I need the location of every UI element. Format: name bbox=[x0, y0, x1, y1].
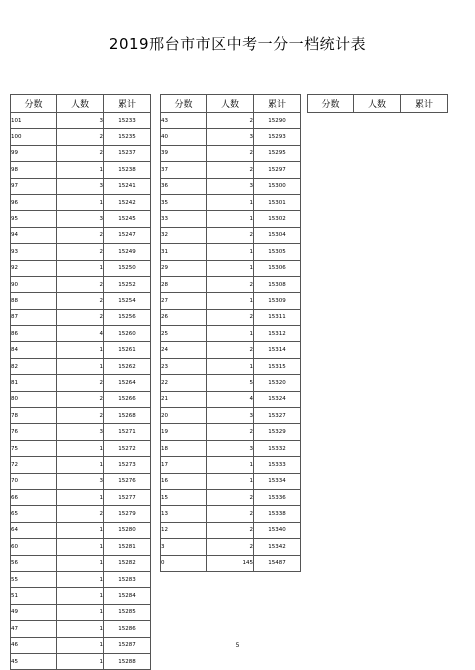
cumulative-cell: 15314 bbox=[254, 342, 301, 358]
table-row bbox=[161, 506, 301, 522]
score-cell: 27 bbox=[161, 293, 207, 309]
cumulative-cell: 15254 bbox=[104, 293, 151, 309]
table-row bbox=[161, 440, 301, 456]
table-row bbox=[161, 555, 301, 571]
score-cell: 46 bbox=[11, 637, 57, 653]
cumulative-cell: 15249 bbox=[104, 244, 151, 260]
count-cell: 2 bbox=[57, 276, 104, 292]
table-row bbox=[161, 162, 301, 178]
score-cell: 81 bbox=[11, 375, 57, 391]
table-row bbox=[11, 473, 151, 489]
table-row bbox=[161, 489, 301, 505]
page-number: 5 bbox=[235, 642, 240, 649]
cumulative-cell: 15242 bbox=[104, 194, 151, 210]
cumulative-cell: 15241 bbox=[104, 178, 151, 194]
cumulative-cell: 15288 bbox=[104, 653, 151, 669]
score-cell: 12 bbox=[161, 522, 207, 538]
count-cell: 1 bbox=[207, 473, 254, 489]
count-cell: 145 bbox=[207, 555, 254, 571]
score-cell: 24 bbox=[161, 342, 207, 358]
cumulative-cell: 15237 bbox=[104, 145, 151, 161]
cumulative-cell: 15338 bbox=[254, 506, 301, 522]
count-cell: 3 bbox=[57, 178, 104, 194]
header-score: 分数 bbox=[11, 95, 57, 113]
score-cell: 70 bbox=[11, 473, 57, 489]
count-cell: 2 bbox=[57, 129, 104, 145]
cumulative-cell: 15264 bbox=[104, 375, 151, 391]
cumulative-cell: 15333 bbox=[254, 457, 301, 473]
table-row bbox=[161, 375, 301, 391]
table-row bbox=[11, 194, 151, 210]
count-cell: 1 bbox=[207, 211, 254, 227]
count-cell: 3 bbox=[207, 440, 254, 456]
cumulative-cell: 15308 bbox=[254, 276, 301, 292]
table-row bbox=[161, 342, 301, 358]
table-row bbox=[11, 506, 151, 522]
table-row bbox=[11, 129, 151, 145]
count-cell: 1 bbox=[57, 162, 104, 178]
score-cell: 39 bbox=[161, 145, 207, 161]
score-cell: 86 bbox=[11, 326, 57, 342]
count-cell: 2 bbox=[57, 375, 104, 391]
count-cell: 1 bbox=[57, 260, 104, 276]
cumulative-cell: 15281 bbox=[104, 539, 151, 555]
table-row bbox=[161, 457, 301, 473]
score-cell: 82 bbox=[11, 358, 57, 374]
count-cell: 2 bbox=[57, 145, 104, 161]
count-cell: 1 bbox=[207, 293, 254, 309]
score-cell: 0 bbox=[161, 555, 207, 571]
count-cell: 2 bbox=[207, 227, 254, 243]
count-cell: 1 bbox=[57, 342, 104, 358]
cumulative-cell: 15320 bbox=[254, 375, 301, 391]
table-header-row bbox=[308, 95, 448, 113]
score-cell: 66 bbox=[11, 489, 57, 505]
table-row bbox=[11, 326, 151, 342]
table-row bbox=[161, 145, 301, 161]
cumulative-cell: 15302 bbox=[254, 211, 301, 227]
count-cell: 2 bbox=[207, 489, 254, 505]
count-cell: 1 bbox=[57, 571, 104, 587]
count-cell: 3 bbox=[57, 211, 104, 227]
table-row bbox=[11, 162, 151, 178]
count-cell: 1 bbox=[57, 637, 104, 653]
score-cell: 18 bbox=[161, 440, 207, 456]
header-cumulative: 累计 bbox=[104, 95, 151, 113]
cumulative-cell: 15487 bbox=[254, 555, 301, 571]
score-cell: 31 bbox=[161, 244, 207, 260]
count-cell: 1 bbox=[57, 621, 104, 637]
count-cell: 1 bbox=[57, 588, 104, 604]
score-cell: 75 bbox=[11, 440, 57, 456]
header-cumulative: 累计 bbox=[401, 95, 448, 113]
count-cell: 1 bbox=[57, 194, 104, 210]
cumulative-cell: 15301 bbox=[254, 194, 301, 210]
table-row bbox=[11, 113, 151, 129]
table-row bbox=[161, 326, 301, 342]
score-cell: 98 bbox=[11, 162, 57, 178]
cumulative-cell: 15252 bbox=[104, 276, 151, 292]
score-cell: 20 bbox=[161, 408, 207, 424]
count-cell: 1 bbox=[207, 457, 254, 473]
table-row bbox=[11, 621, 151, 637]
score-cell: 51 bbox=[11, 588, 57, 604]
table-row bbox=[11, 457, 151, 473]
count-cell: 1 bbox=[57, 555, 104, 571]
cumulative-cell: 15286 bbox=[104, 621, 151, 637]
header-count: 人数 bbox=[57, 95, 104, 113]
score-cell: 55 bbox=[11, 571, 57, 587]
table-row bbox=[11, 489, 151, 505]
score-cell: 43 bbox=[161, 113, 207, 129]
score-cell: 97 bbox=[11, 178, 57, 194]
table-header-row bbox=[161, 95, 301, 113]
cumulative-cell: 15247 bbox=[104, 227, 151, 243]
table-row bbox=[161, 276, 301, 292]
cumulative-cell: 15283 bbox=[104, 571, 151, 587]
count-cell: 3 bbox=[57, 113, 104, 129]
score-cell: 33 bbox=[161, 211, 207, 227]
table-row bbox=[11, 227, 151, 243]
cumulative-cell: 15311 bbox=[254, 309, 301, 325]
score-cell: 26 bbox=[161, 309, 207, 325]
cumulative-cell: 15277 bbox=[104, 489, 151, 505]
table-row bbox=[161, 309, 301, 325]
count-cell: 2 bbox=[57, 309, 104, 325]
table-row bbox=[11, 211, 151, 227]
cumulative-cell: 15238 bbox=[104, 162, 151, 178]
count-cell: 3 bbox=[207, 129, 254, 145]
count-cell: 2 bbox=[207, 162, 254, 178]
cumulative-cell: 15250 bbox=[104, 260, 151, 276]
cumulative-cell: 15324 bbox=[254, 391, 301, 407]
score-cell: 96 bbox=[11, 194, 57, 210]
cumulative-cell: 15312 bbox=[254, 326, 301, 342]
cumulative-cell: 15256 bbox=[104, 309, 151, 325]
count-cell: 2 bbox=[207, 522, 254, 538]
table-row bbox=[161, 244, 301, 260]
score-cell: 21 bbox=[161, 391, 207, 407]
count-cell: 2 bbox=[57, 408, 104, 424]
score-cell: 22 bbox=[161, 375, 207, 391]
cumulative-cell: 15306 bbox=[254, 260, 301, 276]
count-cell: 1 bbox=[207, 244, 254, 260]
cumulative-cell: 15280 bbox=[104, 522, 151, 538]
table-row bbox=[161, 358, 301, 374]
header-count: 人数 bbox=[207, 95, 254, 113]
table-row bbox=[11, 178, 151, 194]
count-cell: 3 bbox=[57, 473, 104, 489]
table-row bbox=[161, 227, 301, 243]
score-cell: 56 bbox=[11, 555, 57, 571]
cumulative-cell: 15266 bbox=[104, 391, 151, 407]
count-cell: 1 bbox=[57, 489, 104, 505]
table-row bbox=[161, 391, 301, 407]
cumulative-cell: 15276 bbox=[104, 473, 151, 489]
score-cell: 29 bbox=[161, 260, 207, 276]
score-cell: 37 bbox=[161, 162, 207, 178]
count-cell: 2 bbox=[207, 276, 254, 292]
score-cell: 93 bbox=[11, 244, 57, 260]
cumulative-cell: 15284 bbox=[104, 588, 151, 604]
cumulative-cell: 15300 bbox=[254, 178, 301, 194]
table-row bbox=[11, 358, 151, 374]
table-row bbox=[161, 522, 301, 538]
cumulative-cell: 15245 bbox=[104, 211, 151, 227]
table-row bbox=[11, 276, 151, 292]
table-row bbox=[11, 604, 151, 620]
table-row bbox=[161, 113, 301, 129]
header-score: 分数 bbox=[308, 95, 354, 113]
table-row bbox=[11, 260, 151, 276]
count-cell: 2 bbox=[57, 244, 104, 260]
score-table-2 bbox=[160, 94, 301, 572]
table-row bbox=[11, 342, 151, 358]
table-row bbox=[11, 424, 151, 440]
cumulative-cell: 15272 bbox=[104, 440, 151, 456]
score-cell: 94 bbox=[11, 227, 57, 243]
cumulative-cell: 15271 bbox=[104, 424, 151, 440]
cumulative-cell: 15262 bbox=[104, 358, 151, 374]
count-cell: 1 bbox=[57, 539, 104, 555]
cumulative-cell: 15293 bbox=[254, 129, 301, 145]
cumulative-cell: 15273 bbox=[104, 457, 151, 473]
score-cell: 17 bbox=[161, 457, 207, 473]
count-cell: 1 bbox=[207, 326, 254, 342]
cumulative-cell: 15342 bbox=[254, 539, 301, 555]
count-cell: 1 bbox=[57, 358, 104, 374]
score-cell: 92 bbox=[11, 260, 57, 276]
count-cell: 2 bbox=[207, 145, 254, 161]
count-cell: 2 bbox=[207, 342, 254, 358]
count-cell: 2 bbox=[207, 506, 254, 522]
count-cell: 2 bbox=[57, 227, 104, 243]
score-cell: 28 bbox=[161, 276, 207, 292]
score-cell: 95 bbox=[11, 211, 57, 227]
score-cell: 80 bbox=[11, 391, 57, 407]
cumulative-cell: 15332 bbox=[254, 440, 301, 456]
table-row bbox=[11, 375, 151, 391]
cumulative-cell: 15340 bbox=[254, 522, 301, 538]
score-cell: 35 bbox=[161, 194, 207, 210]
cumulative-cell: 15297 bbox=[254, 162, 301, 178]
score-table-1 bbox=[10, 94, 151, 670]
cumulative-cell: 15285 bbox=[104, 604, 151, 620]
count-cell: 4 bbox=[57, 326, 104, 342]
table-row bbox=[11, 244, 151, 260]
cumulative-cell: 15336 bbox=[254, 489, 301, 505]
score-cell: 36 bbox=[161, 178, 207, 194]
score-cell: 90 bbox=[11, 276, 57, 292]
count-cell: 1 bbox=[207, 260, 254, 276]
count-cell: 2 bbox=[207, 113, 254, 129]
cumulative-cell: 15261 bbox=[104, 342, 151, 358]
table-row bbox=[161, 178, 301, 194]
count-cell: 2 bbox=[57, 391, 104, 407]
count-cell: 1 bbox=[57, 457, 104, 473]
count-cell: 2 bbox=[57, 293, 104, 309]
count-cell: 2 bbox=[57, 506, 104, 522]
cumulative-cell: 15260 bbox=[104, 326, 151, 342]
table-row bbox=[161, 408, 301, 424]
table-row bbox=[161, 539, 301, 555]
cumulative-cell: 15329 bbox=[254, 424, 301, 440]
table-row bbox=[11, 522, 151, 538]
score-cell: 23 bbox=[161, 358, 207, 374]
table-row bbox=[11, 391, 151, 407]
score-cell: 19 bbox=[161, 424, 207, 440]
table-row bbox=[11, 588, 151, 604]
table-row bbox=[11, 145, 151, 161]
table-row bbox=[161, 293, 301, 309]
header-count: 人数 bbox=[354, 95, 401, 113]
score-cell: 65 bbox=[11, 506, 57, 522]
table-row bbox=[161, 129, 301, 145]
score-cell: 3 bbox=[161, 539, 207, 555]
score-cell: 100 bbox=[11, 129, 57, 145]
score-cell: 99 bbox=[11, 145, 57, 161]
score-cell: 101 bbox=[11, 113, 57, 129]
table-header-row bbox=[11, 95, 151, 113]
score-cell: 87 bbox=[11, 309, 57, 325]
table-row bbox=[11, 571, 151, 587]
score-cell: 15 bbox=[161, 489, 207, 505]
cumulative-cell: 15327 bbox=[254, 408, 301, 424]
count-cell: 1 bbox=[57, 653, 104, 669]
score-cell: 32 bbox=[161, 227, 207, 243]
table-row bbox=[11, 309, 151, 325]
count-cell: 3 bbox=[207, 408, 254, 424]
count-cell: 3 bbox=[207, 178, 254, 194]
count-cell: 1 bbox=[207, 358, 254, 374]
score-cell: 16 bbox=[161, 473, 207, 489]
table-row bbox=[11, 408, 151, 424]
score-cell: 13 bbox=[161, 506, 207, 522]
table-row bbox=[11, 539, 151, 555]
score-cell: 40 bbox=[161, 129, 207, 145]
page-title: 2019邢台市市区中考一分一档统计表 bbox=[108, 35, 367, 53]
cumulative-cell: 15282 bbox=[104, 555, 151, 571]
cumulative-cell: 15304 bbox=[254, 227, 301, 243]
count-cell: 2 bbox=[207, 309, 254, 325]
cumulative-cell: 15233 bbox=[104, 113, 151, 129]
count-cell: 2 bbox=[207, 539, 254, 555]
score-cell: 60 bbox=[11, 539, 57, 555]
cumulative-cell: 15334 bbox=[254, 473, 301, 489]
cumulative-cell: 15287 bbox=[104, 637, 151, 653]
table-row bbox=[11, 555, 151, 571]
score-cell: 84 bbox=[11, 342, 57, 358]
count-cell: 1 bbox=[57, 604, 104, 620]
header-score: 分数 bbox=[161, 95, 207, 113]
cumulative-cell: 15309 bbox=[254, 293, 301, 309]
table-row bbox=[161, 194, 301, 210]
table-row bbox=[11, 440, 151, 456]
table-row bbox=[161, 424, 301, 440]
count-cell: 1 bbox=[57, 440, 104, 456]
count-cell: 1 bbox=[207, 194, 254, 210]
table-row bbox=[161, 260, 301, 276]
score-cell: 76 bbox=[11, 424, 57, 440]
score-cell: 45 bbox=[11, 653, 57, 669]
score-cell: 72 bbox=[11, 457, 57, 473]
score-cell: 88 bbox=[11, 293, 57, 309]
count-cell: 1 bbox=[57, 522, 104, 538]
count-cell: 5 bbox=[207, 375, 254, 391]
cumulative-cell: 15279 bbox=[104, 506, 151, 522]
cumulative-cell: 15305 bbox=[254, 244, 301, 260]
cumulative-cell: 15295 bbox=[254, 145, 301, 161]
header-cumulative: 累计 bbox=[254, 95, 301, 113]
table-row bbox=[161, 211, 301, 227]
count-cell: 2 bbox=[207, 424, 254, 440]
cumulative-cell: 15268 bbox=[104, 408, 151, 424]
cumulative-cell: 15315 bbox=[254, 358, 301, 374]
count-cell: 4 bbox=[207, 391, 254, 407]
count-cell: 3 bbox=[57, 424, 104, 440]
score-cell: 78 bbox=[11, 408, 57, 424]
cumulative-cell: 15290 bbox=[254, 113, 301, 129]
table-row bbox=[11, 293, 151, 309]
score-table-3 bbox=[307, 94, 448, 113]
score-cell: 47 bbox=[11, 621, 57, 637]
score-cell: 49 bbox=[11, 604, 57, 620]
table-row bbox=[161, 473, 301, 489]
score-cell: 64 bbox=[11, 522, 57, 538]
score-cell: 25 bbox=[161, 326, 207, 342]
cumulative-cell: 15235 bbox=[104, 129, 151, 145]
